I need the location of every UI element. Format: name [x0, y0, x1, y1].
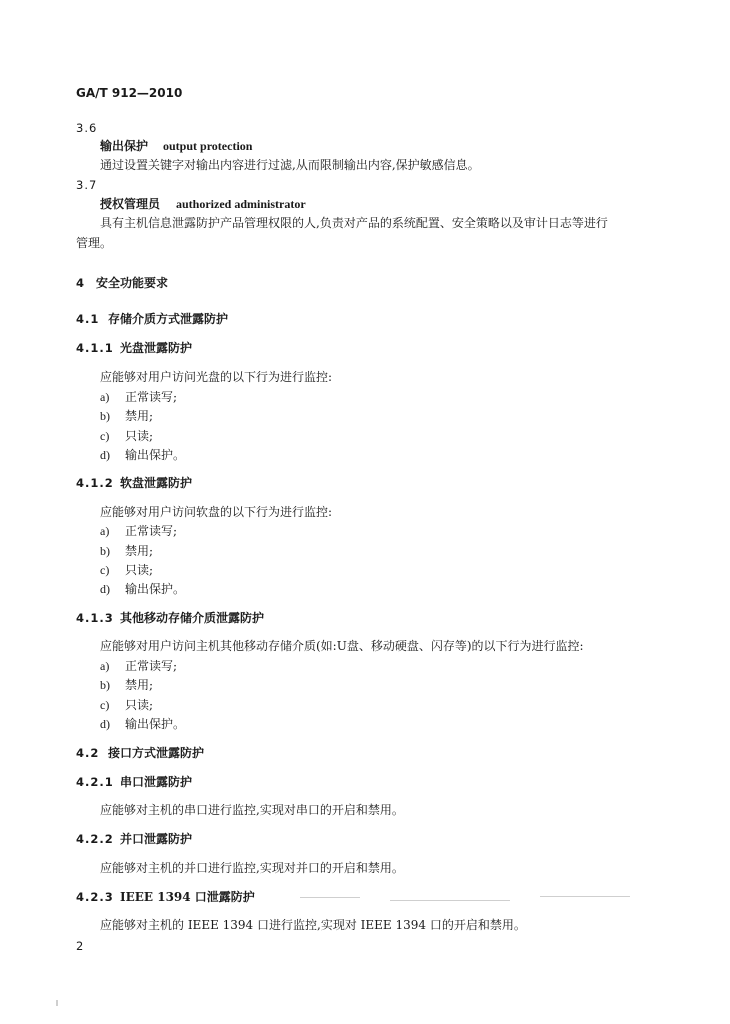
def-3-6-number: 3.6	[76, 121, 98, 135]
section-4-2-3-number: 4.2.3	[76, 890, 114, 904]
list-item-text: 输出保护。	[125, 717, 186, 731]
def-3-7-term-zh: 授权管理员	[100, 197, 161, 211]
section-4-1-3-number: 4.1.3	[76, 611, 114, 625]
section-4-2-number: 4.2	[76, 746, 100, 760]
list-item	[100, 428, 153, 444]
def-3-7-term-en: authorized administrator	[176, 197, 306, 211]
list-item-label: b)	[100, 544, 110, 558]
def-3-6-term-en: output protection	[163, 139, 253, 153]
section-4-title: 安全功能要求	[96, 276, 169, 290]
def-3-6-text: 通过设置关键字对输出内容进行过滤,从而限制输出内容,保护敏感信息。	[100, 158, 480, 172]
list-item	[100, 697, 153, 713]
section-4-1-3-intro: 应能够对用户访问主机其他移动存储介质(如:U盘、移动硬盘、闪存等)的以下行为进行监控:	[100, 639, 584, 653]
section-4-1-2-number: 4.1.2	[76, 476, 114, 490]
standard-code: GA/T 912—2010	[76, 86, 183, 100]
list-item	[100, 408, 153, 424]
list-item-text: 禁用;	[125, 409, 154, 423]
list-item-label: a)	[100, 390, 110, 404]
section-4-1-2-intro: 应能够对用户访问软盘的以下行为进行监控:	[100, 505, 333, 519]
list-item-text: 只读;	[125, 698, 154, 712]
list-item-text: 只读;	[125, 429, 154, 443]
list-item-label: d)	[100, 582, 110, 596]
def-3-7-text-line2: 管理。	[76, 236, 113, 250]
section-4-2-2-number: 4.2.2	[76, 832, 114, 846]
list-item-text: 禁用;	[125, 544, 154, 558]
section-4-1-3-title: 其他移动存储介质泄露防护	[120, 611, 265, 625]
list-item-label: c)	[100, 429, 110, 443]
section-4-2-2-text: 应能够对主机的并口进行监控,实现对并口的开启和禁用。	[100, 861, 404, 875]
list-item-text: 输出保护。	[125, 582, 186, 596]
list-item-text: 禁用;	[125, 678, 154, 692]
section-4-1-title: 存储介质方式泄露防护	[108, 312, 229, 326]
list-item	[100, 677, 153, 693]
scan-artifact	[390, 900, 510, 901]
list-item-text: 只读;	[125, 563, 154, 577]
list-item	[100, 543, 153, 559]
list-item	[100, 716, 185, 732]
def-3-6-term-zh: 输出保护	[100, 139, 149, 153]
list-item-text: 输出保护。	[125, 448, 186, 462]
list-item-text: 正常读写;	[125, 524, 178, 538]
list-item-label: b)	[100, 409, 110, 423]
list-item	[100, 658, 177, 674]
def-3-7-number: 3.7	[76, 178, 98, 192]
list-item-text: 正常读写;	[125, 659, 178, 673]
section-4-2-3-title: IEEE 1394 口泄露防护	[120, 890, 255, 904]
section-4-2-1-title: 串口泄露防护	[120, 775, 193, 789]
list-item-text: 正常读写;	[125, 390, 178, 404]
list-item-label: b)	[100, 678, 110, 692]
section-4-1-2-title: 软盘泄露防护	[120, 476, 193, 490]
list-item-label: a)	[100, 659, 110, 673]
scan-artifact	[300, 897, 360, 898]
section-4-1-1-number: 4.1.1	[76, 341, 114, 355]
section-4-2-title: 接口方式泄露防护	[108, 746, 205, 760]
section-4-2-3-text: 应能够对主机的 IEEE 1394 口进行监控,实现对 IEEE 1394 口的开启和禁用。	[100, 918, 526, 932]
list-item	[100, 523, 177, 539]
list-item	[100, 389, 177, 405]
scan-artifact	[56, 1000, 58, 1006]
scan-artifact	[540, 896, 630, 897]
list-item	[100, 447, 185, 463]
section-4-1-1-intro: 应能够对用户访问光盘的以下行为进行监控:	[100, 370, 333, 384]
section-4-2-2-title: 并口泄露防护	[120, 832, 193, 846]
section-4-1-1-title: 光盘泄露防护	[120, 341, 193, 355]
def-3-7-text-line1: 具有主机信息泄露防护产品管理权限的人,负责对产品的系统配置、安全策略以及审计日志等进行	[100, 216, 608, 230]
list-item-label: d)	[100, 717, 110, 731]
list-item-label: c)	[100, 698, 110, 712]
section-4-2-1-text: 应能够对主机的串口进行监控,实现对串口的开启和禁用。	[100, 803, 404, 817]
section-4-2-1-number: 4.2.1	[76, 775, 114, 789]
list-item-label: d)	[100, 448, 110, 462]
list-item	[100, 562, 153, 578]
section-4-1-number: 4.1	[76, 312, 100, 326]
page-number: 2	[76, 939, 85, 953]
list-item	[100, 581, 185, 597]
list-item-label: a)	[100, 524, 110, 538]
list-item-label: c)	[100, 563, 110, 577]
section-4-number: 4	[76, 276, 86, 290]
